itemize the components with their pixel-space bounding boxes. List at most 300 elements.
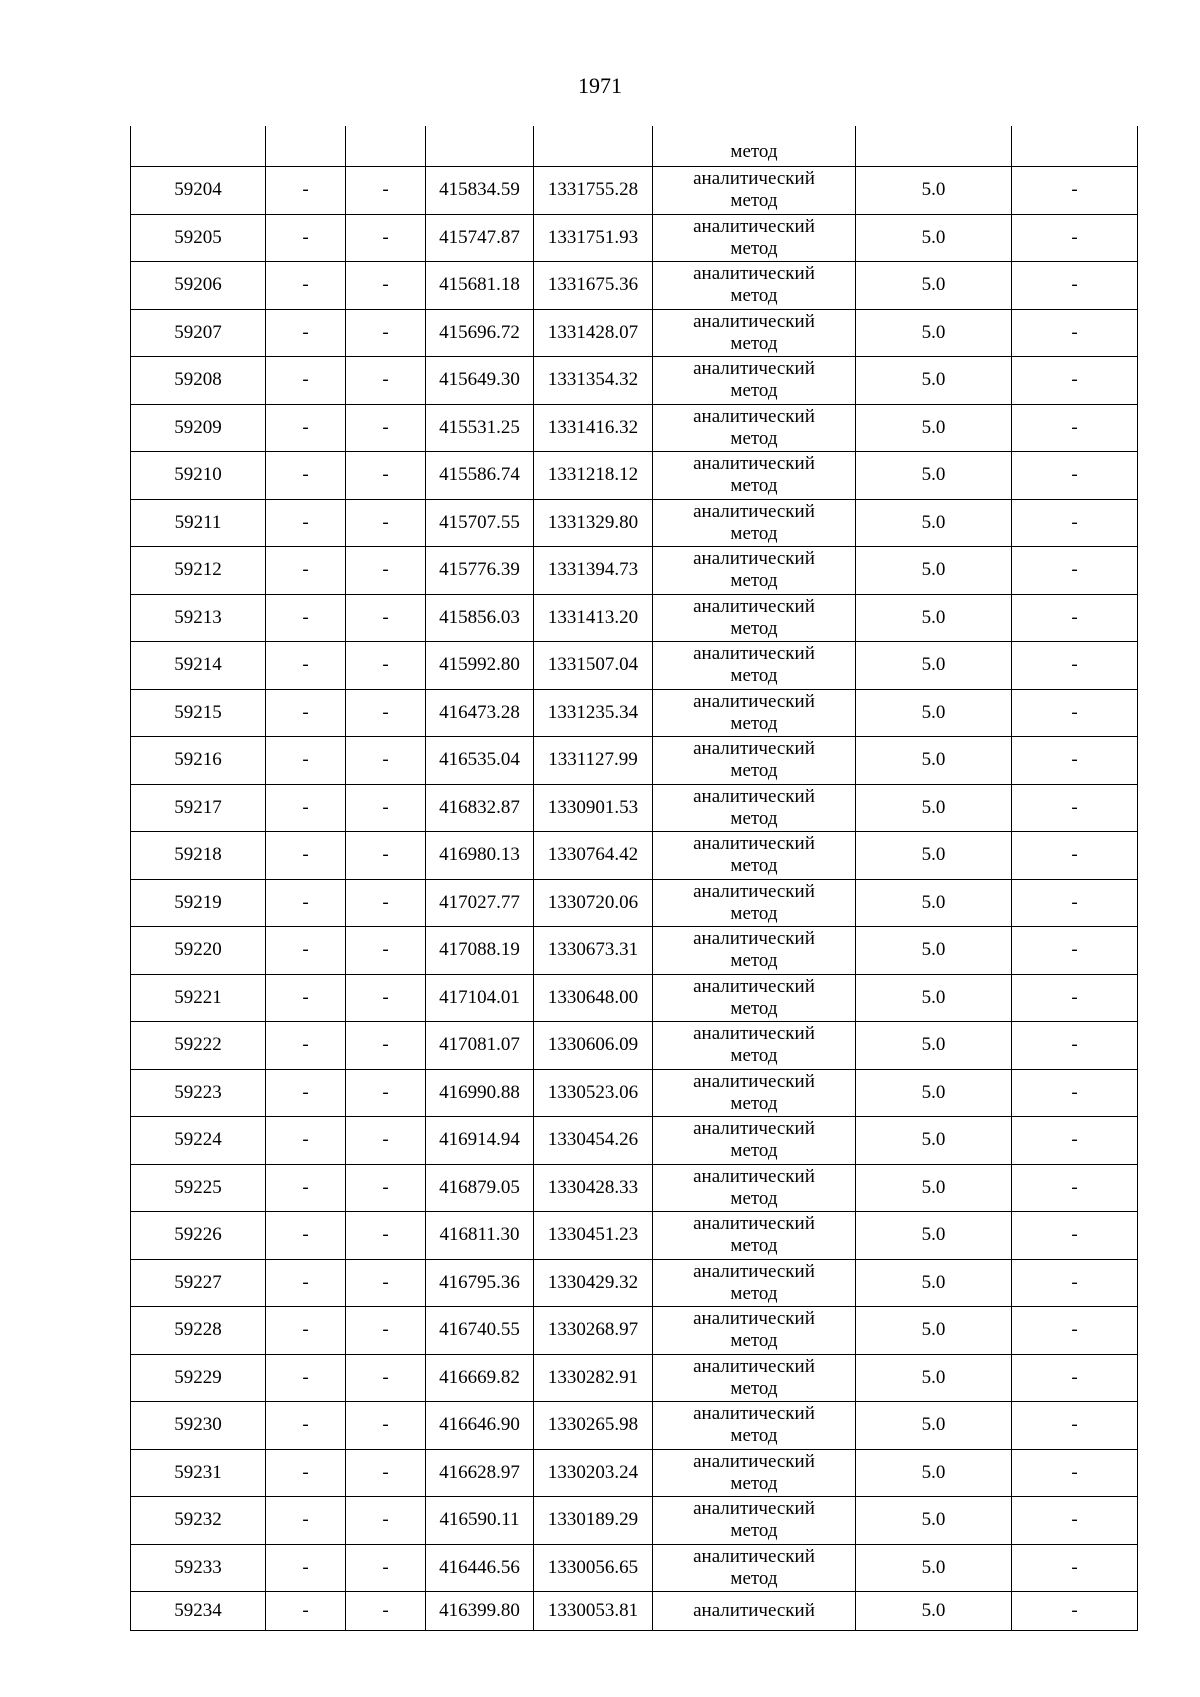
cell-accuracy: 5.0	[856, 452, 1012, 500]
method-line-2: метод	[730, 237, 778, 259]
method-line-1: аналитический	[693, 453, 815, 475]
cell-method	[653, 1354, 856, 1402]
method-line-1: аналитический	[693, 358, 815, 380]
cell-col8: -	[1012, 1022, 1138, 1070]
cell-y: 1330606.09	[534, 1022, 653, 1070]
method-line-2: метод	[730, 1045, 778, 1067]
cell-method	[653, 879, 856, 927]
cell-x: 415696.72	[426, 309, 534, 357]
table-row	[131, 1117, 1138, 1165]
cell-accuracy: 5.0	[856, 927, 1012, 975]
cell-id: 59215	[131, 689, 266, 737]
cell-id: 59226	[131, 1212, 266, 1260]
cell-x: 416795.36	[426, 1259, 534, 1307]
table-row	[131, 1259, 1138, 1307]
cell-col3: -	[346, 167, 426, 215]
method-line-1: аналитический	[693, 405, 815, 427]
cell-y: 1330429.32	[534, 1259, 653, 1307]
cell-col3: -	[346, 1402, 426, 1450]
cell-col8: -	[1012, 1497, 1138, 1545]
cell-y: 1330056.65	[534, 1544, 653, 1592]
cell-x: 416980.13	[426, 832, 534, 880]
cell-col2: -	[266, 262, 346, 310]
cell-method	[653, 452, 856, 500]
cell-method	[653, 737, 856, 785]
cell-col2: -	[266, 1164, 346, 1212]
cell-col2: -	[266, 357, 346, 405]
cell-col3: -	[346, 1354, 426, 1402]
cell-col2: -	[266, 1212, 346, 1260]
cell-col3: -	[346, 689, 426, 737]
cell-method	[653, 1402, 856, 1450]
cell-x: 417104.01	[426, 974, 534, 1022]
cell-col2: -	[266, 499, 346, 547]
cell-x: 415586.74	[426, 452, 534, 500]
method-line-1: аналитический	[693, 168, 815, 190]
cell-col2: -	[266, 737, 346, 785]
cell-x: 416740.55	[426, 1307, 534, 1355]
cell-col3: -	[346, 1259, 426, 1307]
cell-y: 1330189.29	[534, 1497, 653, 1545]
cell-col2: -	[266, 594, 346, 642]
cell-accuracy: 5.0	[856, 974, 1012, 1022]
cell-col3: -	[346, 547, 426, 595]
method-line-2: метод	[730, 1187, 778, 1209]
cell-col8: -	[1012, 1354, 1138, 1402]
cell-method	[653, 1117, 856, 1165]
cell-y: 1331354.32	[534, 357, 653, 405]
cell-x: 416646.90	[426, 1402, 534, 1450]
cell-method	[653, 689, 856, 737]
cell-x: 416535.04	[426, 737, 534, 785]
cell-y: 1330268.97	[534, 1307, 653, 1355]
table-row	[131, 974, 1138, 1022]
cell-col3: -	[346, 1069, 426, 1117]
cell-method: метод	[653, 126, 856, 167]
cell-col8: -	[1012, 594, 1138, 642]
cell-method	[653, 262, 856, 310]
cell-id: 59228	[131, 1307, 266, 1355]
method-line-1: аналитический	[693, 1498, 815, 1520]
method-line-1: аналитический	[693, 1118, 815, 1140]
method-line-1: аналитический	[693, 1023, 815, 1045]
cell-col8: -	[1012, 927, 1138, 975]
cell-accuracy: 5.0	[856, 499, 1012, 547]
cell-col3: -	[346, 357, 426, 405]
method-line-1: аналитический	[693, 785, 815, 807]
method-line-2: метод	[730, 807, 778, 829]
table-row	[131, 404, 1138, 452]
cell-col8: -	[1012, 1402, 1138, 1450]
cell-method	[653, 404, 856, 452]
method-line-2: метод	[730, 570, 778, 592]
method-line-1: аналитический	[693, 975, 815, 997]
method-line-2: метод	[730, 475, 778, 497]
cell-col2: -	[266, 642, 346, 690]
method-line-2: метод	[730, 1282, 778, 1304]
continuation-row	[131, 126, 1138, 167]
cell-accuracy: 5.0	[856, 689, 1012, 737]
cell-col2: -	[266, 1592, 346, 1631]
cell-id: 59227	[131, 1259, 266, 1307]
cell-id: 59224	[131, 1117, 266, 1165]
cell-id: 59230	[131, 1402, 266, 1450]
cell-accuracy: 5.0	[856, 214, 1012, 262]
method-line-2: метод	[730, 950, 778, 972]
cell-col2: -	[266, 547, 346, 595]
cell-col3: -	[346, 784, 426, 832]
method-line-1: аналитический	[693, 548, 815, 570]
cell-accuracy: 5.0	[856, 1354, 1012, 1402]
cell-y: 1331416.32	[534, 404, 653, 452]
table-row	[131, 784, 1138, 832]
method-line-2: метод	[730, 285, 778, 307]
method-line-1: аналитический	[693, 1308, 815, 1330]
cell-accuracy: 5.0	[856, 594, 1012, 642]
cell-method	[653, 309, 856, 357]
cell-col8: -	[1012, 309, 1138, 357]
method-line-2: метод	[730, 1235, 778, 1257]
cell-accuracy: 5.0	[856, 1592, 1012, 1631]
method-line-2: метод	[730, 712, 778, 734]
cell-accuracy: 5.0	[856, 737, 1012, 785]
cell-col2: -	[266, 1354, 346, 1402]
cell-col8: -	[1012, 1212, 1138, 1260]
cell-col8: -	[1012, 499, 1138, 547]
method-line-1: аналитический	[693, 1260, 815, 1282]
cell-col2: -	[266, 784, 346, 832]
cell-id: 59213	[131, 594, 266, 642]
table-row	[131, 1354, 1138, 1402]
method-line-1: аналитический	[693, 500, 815, 522]
method-line-2: метод	[730, 665, 778, 687]
table-row	[131, 309, 1138, 357]
table-row	[131, 1449, 1138, 1497]
table-row	[131, 1212, 1138, 1260]
cell-col3: -	[346, 927, 426, 975]
cell-col2: -	[266, 1259, 346, 1307]
cell-col8: -	[1012, 1164, 1138, 1212]
cell-y: 1330265.98	[534, 1402, 653, 1450]
method-line-1: аналитический	[693, 263, 815, 285]
cell-x: 417027.77	[426, 879, 534, 927]
cell-col2: -	[266, 1022, 346, 1070]
cell-col3: -	[346, 594, 426, 642]
cell-col3: -	[346, 974, 426, 1022]
cell-id: 59210	[131, 452, 266, 500]
cell-x: 416446.56	[426, 1544, 534, 1592]
method-line-1: аналитический	[693, 643, 815, 665]
cell-accuracy: 5.0	[856, 1212, 1012, 1260]
cell-x: 415649.30	[426, 357, 534, 405]
cell-col2: -	[266, 167, 346, 215]
cell-col2: -	[266, 927, 346, 975]
cell-id: 59219	[131, 879, 266, 927]
cell-method	[653, 974, 856, 1022]
table-row	[131, 1497, 1138, 1545]
table-row	[131, 594, 1138, 642]
cell-y: 1330203.24	[534, 1449, 653, 1497]
cell-y: 1330764.42	[534, 832, 653, 880]
cell-col8: -	[1012, 547, 1138, 595]
cell-col2: -	[266, 1307, 346, 1355]
cell-col8: -	[1012, 262, 1138, 310]
cell-y: 1331413.20	[534, 594, 653, 642]
cell-method	[653, 547, 856, 595]
cell-id: 59218	[131, 832, 266, 880]
method-line-2: метод	[730, 1092, 778, 1114]
cell-col3: -	[346, 499, 426, 547]
table-row	[131, 927, 1138, 975]
cell-col8: -	[1012, 689, 1138, 737]
cell-id: 59204	[131, 167, 266, 215]
cell-y: 1331751.93	[534, 214, 653, 262]
cell-id: 59207	[131, 309, 266, 357]
method-line-2: метод	[730, 1330, 778, 1352]
cell-accuracy: 5.0	[856, 1164, 1012, 1212]
cell-id: 59214	[131, 642, 266, 690]
table-row	[131, 1402, 1138, 1450]
cell-id: 59225	[131, 1164, 266, 1212]
cell-accuracy	[856, 126, 1012, 167]
coordinates-table	[130, 126, 1138, 1631]
cell-x: 416669.82	[426, 1354, 534, 1402]
table-row	[131, 832, 1138, 880]
cell-accuracy: 5.0	[856, 1022, 1012, 1070]
cell-col2: -	[266, 1449, 346, 1497]
cell-col8: -	[1012, 737, 1138, 785]
cell-id: 59222	[131, 1022, 266, 1070]
table-body	[131, 126, 1138, 1631]
cell-col2: -	[266, 1117, 346, 1165]
cell-col8: -	[1012, 879, 1138, 927]
cell-y: 1331127.99	[534, 737, 653, 785]
method-line-2: метод	[730, 617, 778, 639]
method-line-1: аналитический	[693, 1165, 815, 1187]
cell-method	[653, 1259, 856, 1307]
table-row	[131, 547, 1138, 595]
cell-y: 1330901.53	[534, 784, 653, 832]
cell-id: 59229	[131, 1354, 266, 1402]
cell-accuracy: 5.0	[856, 1069, 1012, 1117]
cell-id: 59216	[131, 737, 266, 785]
cell-col3: -	[346, 1497, 426, 1545]
table-row	[131, 1069, 1138, 1117]
cell-x: 416473.28	[426, 689, 534, 737]
cell-id: 59220	[131, 927, 266, 975]
cell-y: 1331507.04	[534, 642, 653, 690]
method-line-2: метод	[730, 902, 778, 924]
cell-method	[653, 1212, 856, 1260]
table-row	[131, 689, 1138, 737]
method-line-1: аналитический	[693, 880, 815, 902]
cell-x: 417088.19	[426, 927, 534, 975]
cell-accuracy: 5.0	[856, 784, 1012, 832]
method-line-2: метод	[730, 1140, 778, 1162]
cell-col3: -	[346, 214, 426, 262]
cell-col8: -	[1012, 1307, 1138, 1355]
table-row	[131, 1307, 1138, 1355]
cell-method	[653, 1449, 856, 1497]
cell-col8: -	[1012, 452, 1138, 500]
method-line-1: аналитический	[693, 833, 815, 855]
cell-col3: -	[346, 262, 426, 310]
method-line-1: аналитический	[693, 310, 815, 332]
cell-col2: -	[266, 832, 346, 880]
cell-method	[653, 784, 856, 832]
method-line-2: метод	[730, 190, 778, 212]
table-row	[131, 499, 1138, 547]
cell-col2: -	[266, 309, 346, 357]
cell-col8: -	[1012, 1069, 1138, 1117]
cell-accuracy: 5.0	[856, 642, 1012, 690]
cell-col2: -	[266, 1402, 346, 1450]
cell-accuracy: 5.0	[856, 1497, 1012, 1545]
cell-x: 415992.80	[426, 642, 534, 690]
cell-col2: -	[266, 1544, 346, 1592]
table-row	[131, 737, 1138, 785]
cell-accuracy: 5.0	[856, 167, 1012, 215]
cell-accuracy: 5.0	[856, 309, 1012, 357]
table-row	[131, 1164, 1138, 1212]
cell-col8: -	[1012, 1544, 1138, 1592]
cell-x: 415531.25	[426, 404, 534, 452]
cell-accuracy: 5.0	[856, 832, 1012, 880]
method-line-2: метод	[730, 380, 778, 402]
cell-col3: -	[346, 879, 426, 927]
cell-col2	[266, 126, 346, 167]
cell-accuracy: 5.0	[856, 1117, 1012, 1165]
cell-y: 1331235.34	[534, 689, 653, 737]
table-row	[131, 167, 1138, 215]
method-line-1: аналитический	[693, 1070, 815, 1092]
cell-method	[653, 1497, 856, 1545]
cell-x: 415707.55	[426, 499, 534, 547]
cell-method	[653, 167, 856, 215]
method-line-2: метод	[730, 1425, 778, 1447]
method-line-1: аналитический	[693, 1403, 815, 1425]
cell-accuracy: 5.0	[856, 1259, 1012, 1307]
cell-col2: -	[266, 214, 346, 262]
table-row	[131, 1544, 1138, 1592]
cell-id: 59206	[131, 262, 266, 310]
cell-col3: -	[346, 1212, 426, 1260]
cell-id: 59221	[131, 974, 266, 1022]
method-line-1: аналитический	[693, 1355, 815, 1377]
cell-x: 417081.07	[426, 1022, 534, 1070]
cell-x: 415776.39	[426, 547, 534, 595]
cell-id: 59223	[131, 1069, 266, 1117]
cell-method	[653, 642, 856, 690]
method-line-2: метод	[730, 1472, 778, 1494]
cell-col2: -	[266, 879, 346, 927]
cell-x: 416399.80	[426, 1592, 534, 1631]
cell-y: 1330648.00	[534, 974, 653, 1022]
cell-id: 59212	[131, 547, 266, 595]
cell-col3: -	[346, 1022, 426, 1070]
cell-col3: -	[346, 1449, 426, 1497]
cell-method	[653, 927, 856, 975]
cell-id	[131, 126, 266, 167]
cell-x	[426, 126, 534, 167]
cell-col3: -	[346, 309, 426, 357]
cell-method	[653, 357, 856, 405]
cell-x: 415856.03	[426, 594, 534, 642]
method-line-1: аналитический	[693, 690, 815, 712]
cell-id: 59209	[131, 404, 266, 452]
method-line-1: аналитический	[693, 595, 815, 617]
method-line-2: метод	[730, 997, 778, 1019]
cell-col8: -	[1012, 974, 1138, 1022]
cell-y: 1330053.81	[534, 1592, 653, 1631]
cell-id: 59233	[131, 1544, 266, 1592]
method-line-1: аналитический	[693, 215, 815, 237]
cell-x: 415681.18	[426, 262, 534, 310]
table-row	[131, 262, 1138, 310]
cell-y	[534, 126, 653, 167]
cell-col3: -	[346, 1544, 426, 1592]
cell-id: 59231	[131, 1449, 266, 1497]
method-line-2: метод	[730, 427, 778, 449]
cell-y: 1331755.28	[534, 167, 653, 215]
cell-accuracy: 5.0	[856, 404, 1012, 452]
cell-col3: -	[346, 452, 426, 500]
cell-x: 416990.88	[426, 1069, 534, 1117]
cell-x: 416879.05	[426, 1164, 534, 1212]
cell-method	[653, 1544, 856, 1592]
cell-col3	[346, 126, 426, 167]
method-line-1: аналитический	[693, 1545, 815, 1567]
cell-col8: -	[1012, 357, 1138, 405]
cell-y: 1330451.23	[534, 1212, 653, 1260]
cell-y: 1331675.36	[534, 262, 653, 310]
cell-col8: -	[1012, 167, 1138, 215]
cell-col8: -	[1012, 642, 1138, 690]
cell-method	[653, 594, 856, 642]
cell-accuracy: 5.0	[856, 1402, 1012, 1450]
cell-col2: -	[266, 1497, 346, 1545]
cell-col2: -	[266, 452, 346, 500]
page-number: 1971	[578, 73, 622, 98]
table-row	[131, 214, 1138, 262]
method-line-1: аналитический	[693, 928, 815, 950]
cell-y: 1330428.33	[534, 1164, 653, 1212]
cell-col3: -	[346, 832, 426, 880]
cell-col2: -	[266, 1069, 346, 1117]
cell-col8	[1012, 126, 1138, 167]
cell-accuracy: 5.0	[856, 547, 1012, 595]
cell-method	[653, 499, 856, 547]
cell-id: 59205	[131, 214, 266, 262]
table-row	[131, 642, 1138, 690]
cell-x: 416590.11	[426, 1497, 534, 1545]
method-line-1: аналитический	[693, 1450, 815, 1472]
cell-col3: -	[346, 642, 426, 690]
cell-accuracy: 5.0	[856, 1307, 1012, 1355]
cell-accuracy: 5.0	[856, 879, 1012, 927]
cell-col8: -	[1012, 784, 1138, 832]
method-line-1: аналитический	[693, 1213, 815, 1235]
cell-y: 1330282.91	[534, 1354, 653, 1402]
cell-id: 59208	[131, 357, 266, 405]
method-line-2: метод	[730, 1377, 778, 1399]
cell-id: 59217	[131, 784, 266, 832]
cell-accuracy: 5.0	[856, 1544, 1012, 1592]
cell-col8: -	[1012, 1449, 1138, 1497]
cell-x: 415834.59	[426, 167, 534, 215]
table-row	[131, 357, 1138, 405]
cell-y: 1330673.31	[534, 927, 653, 975]
